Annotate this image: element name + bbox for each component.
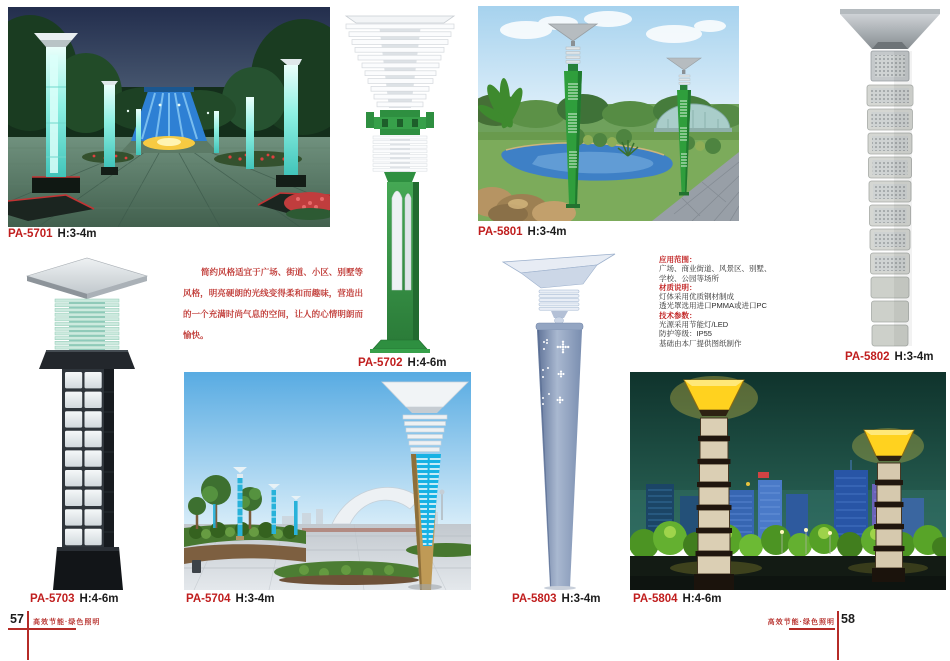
plaza-blue-pole-scene xyxy=(184,372,471,590)
info-line: 灯体采用优质钢材制成 xyxy=(659,292,734,302)
grey-mesh-column-render xyxy=(838,5,943,347)
label-pa-5704 xyxy=(186,593,275,605)
model-number: PA-5703 xyxy=(30,593,75,605)
info-line: 基础由本厂提供图纸制作 xyxy=(659,338,742,348)
photo-pa-5801 xyxy=(478,6,739,221)
info-line: 光源采用节能灯/LED xyxy=(659,320,729,330)
footer-underline-left xyxy=(8,628,76,630)
photo-pa-5804 xyxy=(630,372,946,590)
height-spec: H:3-4m xyxy=(57,228,97,240)
model-number: PA-5702 xyxy=(358,357,403,369)
render-pa-5802 xyxy=(838,5,943,347)
model-number: PA-5804 xyxy=(633,593,678,605)
model-number: PA-5701 xyxy=(8,228,53,240)
model-number: PA-5803 xyxy=(512,593,557,605)
night-city-lantern-scene xyxy=(630,372,946,590)
black-glass-block-lamp-render xyxy=(15,252,160,590)
footer-divider-right xyxy=(837,611,839,660)
height-spec: H:3-4m xyxy=(527,226,567,238)
info-line: 透光罩选用进口PMMA或进口PC xyxy=(659,301,767,311)
height-spec: H:4-6m xyxy=(682,593,722,605)
footer-slogan-right: 高效节能·绿色照明 xyxy=(767,619,835,626)
model-number: PA-5801 xyxy=(478,226,523,238)
photo-pa-5704 xyxy=(184,372,471,590)
label-pa-5802 xyxy=(845,351,934,363)
height-spec: H:3-4m xyxy=(235,593,275,605)
page-number-right: 58 xyxy=(841,612,855,626)
info-line: 广场、商业街道、风景区、别墅、 xyxy=(659,264,772,274)
label-pa-5804 xyxy=(633,593,722,605)
render-pa-5703 xyxy=(15,252,160,590)
height-spec: H:3-4m xyxy=(894,351,934,363)
render-pa-5803 xyxy=(497,252,622,590)
label-pa-5703 xyxy=(30,593,119,605)
night-plaza-scene xyxy=(8,7,330,227)
style-description: 简约风格适宜于广场、街道、小区、别墅等风格，明亮硬朗的光线变得柔和而趣味，营造出的一个充满时尚气息的空间，让人的心情明朗而愉快。 xyxy=(183,267,363,340)
info-heading-technical: 技术参数： xyxy=(659,310,697,320)
steel-blue-pole-render xyxy=(497,252,622,590)
info-line: 学校、公园等场所 xyxy=(659,273,719,283)
park-pond-scene xyxy=(478,6,739,221)
footer-underline-right xyxy=(789,628,835,630)
label-pa-5801 xyxy=(478,226,567,238)
label-pa-5702 xyxy=(358,357,447,369)
model-number: PA-5704 xyxy=(186,593,231,605)
page-number-left: 57 xyxy=(10,612,24,626)
height-spec: H:4-6m xyxy=(79,593,119,605)
height-spec: H:3-4m xyxy=(561,593,601,605)
spec-info-block xyxy=(659,255,831,348)
height-spec: H:4-6m xyxy=(407,357,447,369)
photo-pa-5701 xyxy=(8,7,330,227)
footer-divider-left xyxy=(27,611,29,660)
info-line: 防护等级：IP55 xyxy=(659,329,712,339)
model-number: PA-5802 xyxy=(845,351,890,363)
label-pa-5803 xyxy=(512,593,601,605)
label-pa-5701 xyxy=(8,228,97,240)
footer-slogan-left: 高效节能·绿色照明 xyxy=(33,619,101,626)
info-heading-material: 材质说明： xyxy=(659,282,697,292)
info-heading-application: 应用范围： xyxy=(659,255,697,264)
